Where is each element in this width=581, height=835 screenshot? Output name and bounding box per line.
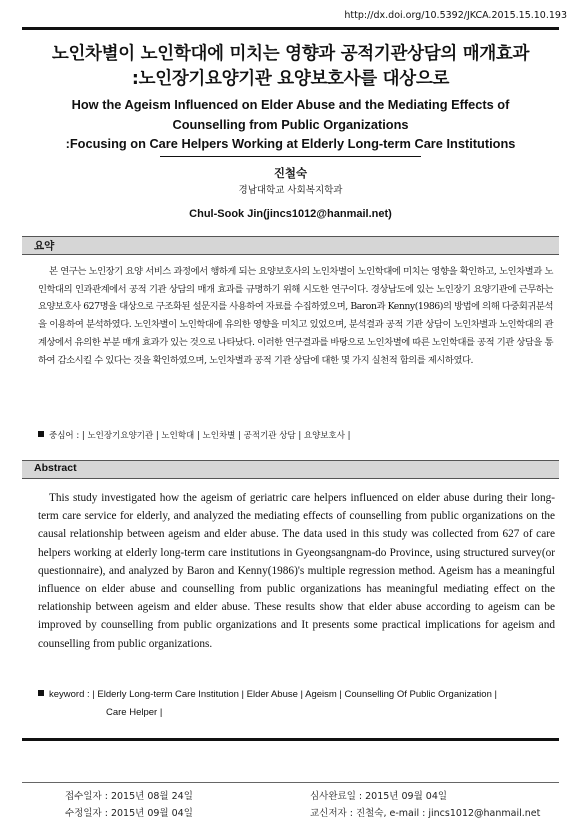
english-abstract-body: This study investigated how the ageism of geriatric care helpers influenced on elder abuse during their long-term care service for elderly, and analyzed the mediating effects of counselling from public organizations on the causal relationship between ageism and elder abuse. The data used in this study was collected from 627 of care helpers working at elderly long-term care institutions in Gyeongsangnam-do Province, using structured survey(or questionnaire), and analyzed by Baron and Kenny(1986)'s multiple regression method. Ageism has a meaningful influence on elder abuse and counselling from public organizations has meaningful mediating effect on the relationship between ageism and elder abuse. These results show that elder abuse according to ageism can be improved by counselling from public organizations and It presents some practical implications for ageism and counselling from public organizations. (38, 492, 555, 650)
revised-date: 수정일자 : 2015년 09월 04일 (65, 808, 193, 819)
korean-abstract-heading: 요약 (34, 240, 55, 252)
title-english (0, 95, 581, 154)
top-rule (22, 27, 559, 30)
bullet-square-icon (38, 690, 44, 696)
korean-keyword-label: 중심어 : (49, 431, 82, 441)
english-abstract-header (22, 460, 559, 479)
received-date: 접수일자 : 2015년 08월 24일 (65, 791, 193, 802)
accepted-date: 심사완료일 : 2015년 09월 04일 (310, 791, 448, 802)
title-english-line-3: :Focusing on Care Helpers Working at Elderly Long-term Care Institutions (65, 136, 516, 151)
title-korean-line-2: :노인장기요양기관 요양보호사를 대상으로 (131, 69, 450, 89)
korean-keywords (38, 430, 558, 442)
title-english-line-1: How the Ageism Influenced on Elder Abuse and the Mediating Effects of (71, 97, 510, 112)
corresponding-author: 교신저자 : 진철숙, e-mail : jincs1012@hanmail.net (310, 808, 541, 819)
english-keyword-list-line-2: Care Helper | (106, 707, 163, 718)
footer-rule (22, 782, 559, 783)
footer-right (310, 788, 540, 822)
english-keyword-list-line-1: | Elderly Long-term Care Institution | Elder Abuse | Ageism | Counselling Of Public Organization | (92, 689, 497, 700)
bottom-rule (22, 738, 559, 741)
english-abstract-heading: Abstract (34, 462, 77, 474)
english-keyword-label: keyword : (49, 689, 93, 700)
doi-link[interactable]: http://dx.doi.org/10.5392/JKCA.2015.15.10.193 (344, 10, 567, 21)
korean-abstract-body: 본 연구는 노인장기 요양 서비스 과정에서 행하게 되는 요양보호사의 노인차별이 노인학대에 미치는 영향을 확인하고, 노인차별과 노인학대의 인과관계에서 공적 기관 상담의 매개 효과를 규명하기 위해 시도한 연구이다. 경상남도에 있는 노인장기 요양기관에 근무하는 요양보호사 627명을 대상으로 구조화된 설문지를 사용하여 자료를 수집하였으며, Baron과 Kenny(1986)의 방법에 의해 다중회귀분석을 이용하여 분석하였다. 노인차별이 노인학대에 유의한 영향을 미치고 있었으며, 분석결과 공적 기관 상담이 노인차별과 노인학대의 관계상에서 유의한 부분 매개 효과가 있는 것으로 나타났다. 이러한 연구결과를 바탕으로 노인차별에 따른 노인학대를 공적 기관 상담을 통하여 감소시킬 수 있다는 것을 확인하였으며, 노인차별과 공적 기관 상담에 대한 몇 가지 실천적 함의를 제시하였다. (38, 266, 553, 366)
title-korean (0, 42, 581, 92)
korean-keyword-list: | 노인장기요양기관 | 노인학대 | 노인차별 | 공적기관 상담 | 요양보호사 | (81, 431, 351, 441)
title-korean-line-1: 노인차별이 노인학대에 미치는 영향과 공적기관상담의 매개효과 (51, 44, 530, 64)
title-english-line-2: Counselling from Public Organizations (172, 116, 409, 132)
korean-abstract-header (22, 236, 559, 255)
footer-left (65, 788, 193, 822)
title-divider (160, 156, 421, 157)
author-name-english: Chul-Sook Jin(jincs1012@hanmail.net) (189, 208, 392, 220)
author-affiliation: 경남대학교 사회복지학과 (238, 185, 343, 196)
author-name-korean: 진철숙 (273, 166, 308, 180)
bullet-square-icon (38, 431, 44, 437)
english-keywords (38, 686, 568, 722)
